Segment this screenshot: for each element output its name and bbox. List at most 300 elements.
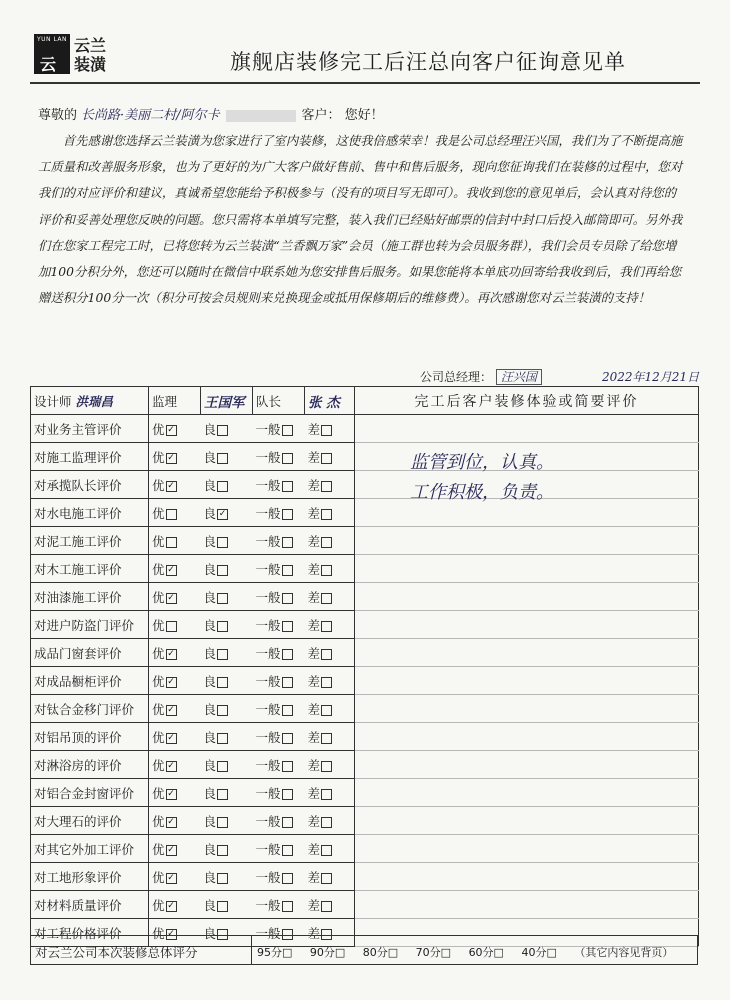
rating-option-label: 良 — [203, 477, 217, 493]
rating-option-cell — [253, 443, 305, 471]
evaluation-item-label: 对工程价格评价 — [31, 919, 149, 947]
rating-option-cell — [149, 807, 201, 835]
rating-option-label: 差 — [307, 813, 321, 829]
comment-cell — [355, 891, 699, 919]
comment-cell — [355, 611, 699, 639]
rating-option-label: 优 — [152, 869, 165, 885]
rating-option-cell — [201, 639, 253, 667]
rating-option-label: 一般 — [255, 645, 281, 661]
rating-option-label: 良 — [203, 785, 217, 801]
rating-option-cell — [201, 527, 253, 555]
rating-option-label: 一般 — [255, 449, 281, 465]
rating-option-label: 一般 — [255, 617, 281, 633]
rating-checkbox[interactable] — [321, 761, 332, 772]
rating-option-label: 良 — [203, 589, 217, 605]
rating-option-label: 差 — [307, 533, 321, 549]
rating-option-cell — [149, 779, 201, 807]
evaluation-row — [31, 639, 699, 667]
comment-cell — [355, 723, 699, 751]
rating-option-cell — [305, 611, 355, 639]
evaluation-item-label: 对进户防盗门评价 — [31, 611, 149, 639]
rating-checkbox[interactable] — [282, 593, 293, 604]
rating-checkbox[interactable]: ✓ — [167, 844, 175, 855]
rating-checkbox[interactable] — [217, 425, 228, 436]
rating-option-label: 良 — [203, 813, 217, 829]
greeting-prefix: 尊敬的 — [38, 108, 78, 123]
rating-checkbox[interactable] — [282, 845, 293, 856]
comment-cell — [355, 583, 699, 611]
rating-option-cell — [305, 527, 355, 555]
evaluation-row — [31, 667, 699, 695]
rating-option-cell — [253, 835, 305, 863]
rating-checkbox[interactable] — [321, 705, 332, 716]
rating-option-label: 一般 — [255, 841, 281, 857]
rating-checkbox[interactable] — [217, 677, 228, 688]
rating-option-label: 优 — [152, 701, 165, 717]
rating-checkbox[interactable] — [217, 705, 228, 716]
rating-checkbox[interactable] — [217, 621, 228, 632]
rating-checkbox[interactable]: ✓ — [167, 704, 175, 715]
manager-signature — [420, 368, 542, 385]
rating-checkbox[interactable]: ✓ — [167, 760, 175, 771]
rating-option-cell — [201, 471, 253, 499]
rating-checkbox[interactable]: ✓ — [167, 676, 175, 687]
rating-checkbox[interactable] — [166, 621, 177, 632]
rating-option-label: 优 — [152, 729, 165, 745]
evaluation-item-label: 对铝吊顶的评价 — [31, 723, 149, 751]
rating-checkbox[interactable] — [282, 621, 293, 632]
rating-checkbox[interactable] — [282, 705, 293, 716]
rating-option-label: 良 — [203, 869, 217, 885]
rating-option-label: 一般 — [255, 505, 281, 521]
greeting-suffix: 客户： 您好！ — [301, 108, 384, 123]
rating-option-cell — [253, 667, 305, 695]
rating-checkbox[interactable] — [321, 621, 332, 632]
rating-option-label: 优 — [152, 785, 165, 801]
rating-option-cell — [253, 639, 305, 667]
rating-option-label: 良 — [203, 729, 217, 745]
rating-checkbox[interactable]: ✓ — [167, 592, 175, 603]
rating-option-label: 良 — [203, 757, 217, 773]
leader-name: 张 杰 — [305, 387, 355, 415]
rating-option-label: 良 — [203, 617, 217, 633]
rating-option-label: 差 — [307, 785, 321, 801]
evaluation-item-label: 对工地形象评价 — [31, 863, 149, 891]
rating-option-label: 差 — [307, 449, 321, 465]
header-divider — [30, 82, 700, 84]
rating-option-cell — [305, 639, 355, 667]
rating-option-cell — [305, 695, 355, 723]
comment-cell — [355, 835, 699, 863]
rating-checkbox[interactable] — [282, 817, 293, 828]
customer-address: 长尚路·美丽二村/阿尔卡 — [81, 108, 220, 123]
rating-option-cell — [201, 611, 253, 639]
rating-option-cell — [149, 723, 201, 751]
evaluation-item-label: 对泥工施工评价 — [31, 527, 149, 555]
rating-option-cell — [305, 807, 355, 835]
rating-checkbox[interactable]: ✓ — [167, 872, 175, 883]
rating-option-cell — [149, 863, 201, 891]
rating-checkbox[interactable] — [321, 817, 332, 828]
evaluation-item-label: 对材料质量评价 — [31, 891, 149, 919]
signature-name: 汪兴国 — [496, 369, 542, 385]
rating-option-label: 优 — [152, 897, 165, 913]
rating-checkbox[interactable] — [217, 873, 228, 884]
evaluation-row — [31, 695, 699, 723]
evaluation-item-label: 成品门窗套评价 — [31, 639, 149, 667]
rating-option-label: 差 — [307, 925, 321, 941]
evaluation-item-label: 对大理石的评价 — [31, 807, 149, 835]
rating-checkbox[interactable] — [217, 761, 228, 772]
leader-label-cell — [253, 387, 305, 415]
rating-checkbox[interactable] — [282, 649, 293, 660]
rating-option-cell — [201, 891, 253, 919]
rating-checkbox[interactable] — [217, 453, 228, 464]
rating-option-label: 优 — [152, 673, 165, 689]
rating-checkbox[interactable] — [282, 425, 293, 436]
rating-checkbox[interactable] — [166, 509, 177, 520]
rating-option-label: 一般 — [255, 869, 281, 885]
rating-checkbox[interactable] — [282, 565, 293, 576]
rating-option-label: 一般 — [255, 421, 281, 437]
rating-checkbox[interactable] — [321, 649, 332, 660]
evaluation-row — [31, 835, 699, 863]
evaluation-row — [31, 779, 699, 807]
rating-option-label: 一般 — [255, 785, 281, 801]
rating-option-cell — [253, 723, 305, 751]
rating-checkbox[interactable]: ✓ — [167, 424, 175, 435]
supervisor-label: 监理 — [152, 393, 178, 409]
rating-option-label: 优 — [152, 645, 165, 661]
rating-option-label: 良 — [203, 421, 217, 437]
rating-checkbox[interactable] — [282, 453, 293, 464]
comment-cell — [355, 863, 699, 891]
comment-cell — [355, 639, 699, 667]
rating-option-cell — [149, 527, 201, 555]
rating-option-label: 差 — [307, 673, 321, 689]
rating-option-cell — [305, 415, 355, 443]
rating-option-cell — [149, 555, 201, 583]
rating-checkbox[interactable] — [217, 789, 228, 800]
yunlan-logo — [34, 34, 130, 74]
evaluation-item-label: 对业务主管评价 — [31, 415, 149, 443]
rating-checkbox[interactable] — [321, 789, 332, 800]
rating-option-label: 一般 — [255, 561, 281, 577]
rating-checkbox[interactable] — [321, 453, 332, 464]
rating-checkbox[interactable]: ✓ — [167, 452, 175, 463]
rating-checkbox[interactable] — [217, 565, 228, 576]
evaluation-row — [31, 723, 699, 751]
supervisor-label-cell — [149, 387, 201, 415]
rating-checkbox[interactable] — [282, 733, 293, 744]
rating-option-cell — [201, 555, 253, 583]
document-title: 旗舰店装修完工后汪总向客户征询意见单 — [230, 50, 626, 74]
rating-checkbox[interactable] — [321, 733, 332, 744]
rating-option-cell — [201, 863, 253, 891]
rating-option-label: 良 — [203, 449, 217, 465]
rating-option-cell — [149, 639, 201, 667]
rating-option-cell — [201, 835, 253, 863]
score-note: （其它内容见背页） — [574, 946, 674, 959]
score-option[interactable]: 60分□ — [468, 946, 504, 959]
evaluation-row — [31, 863, 699, 891]
rating-checkbox[interactable] — [282, 509, 293, 520]
evaluation-row — [31, 751, 699, 779]
rating-option-cell — [149, 499, 201, 527]
rating-option-label: 一般 — [255, 813, 281, 829]
team-row — [31, 387, 699, 415]
rating-checkbox[interactable] — [321, 845, 332, 856]
score-options — [257, 944, 687, 960]
rating-option-cell — [305, 891, 355, 919]
rating-option-label: 优 — [152, 925, 165, 941]
rating-option-label: 一般 — [255, 925, 281, 941]
rating-checkbox[interactable] — [321, 509, 332, 520]
rating-option-cell — [149, 583, 201, 611]
rating-option-cell — [253, 527, 305, 555]
rating-option-cell — [201, 695, 253, 723]
evaluation-row — [31, 891, 699, 919]
rating-option-cell — [253, 415, 305, 443]
rating-option-label: 一般 — [255, 533, 281, 549]
designer-cell — [31, 387, 149, 415]
evaluation-row — [31, 555, 699, 583]
rating-checkbox[interactable] — [217, 593, 228, 604]
rating-option-label: 一般 — [255, 701, 281, 717]
rating-option-label: 优 — [152, 533, 165, 549]
overall-score-label: 对云兰公司本次装修总体评分 — [35, 945, 198, 960]
evaluation-item-label: 对水电施工评价 — [31, 499, 149, 527]
evaluation-item-label: 对施工监理评价 — [31, 443, 149, 471]
comment-line-1: 监管到位，认真。 — [410, 452, 554, 473]
rating-checkbox[interactable] — [217, 845, 228, 856]
rating-checkbox[interactable]: ✓ — [167, 788, 175, 799]
rating-option-cell — [253, 807, 305, 835]
score-option[interactable]: 70分□ — [415, 946, 452, 959]
rating-option-label: 差 — [307, 897, 321, 913]
rating-option-cell — [253, 583, 305, 611]
signature-label: 公司总经理： — [420, 370, 493, 384]
evaluation-table — [30, 386, 699, 947]
evaluation-item-label: 对木工施工评价 — [31, 555, 149, 583]
rating-option-cell — [305, 751, 355, 779]
rating-option-label: 良 — [203, 645, 217, 661]
redacted-block — [226, 110, 296, 122]
rating-checkbox[interactable] — [282, 481, 293, 492]
rating-checkbox[interactable] — [282, 677, 293, 688]
overall-score-row — [30, 935, 698, 965]
rating-option-cell — [149, 611, 201, 639]
rating-checkbox[interactable]: ✓ — [167, 732, 175, 743]
rating-option-label: 差 — [307, 561, 321, 577]
rating-checkbox[interactable] — [321, 873, 332, 884]
rating-option-cell — [253, 555, 305, 583]
rating-option-cell — [305, 723, 355, 751]
rating-option-cell — [149, 891, 201, 919]
rating-checkbox[interactable] — [282, 901, 293, 912]
rating-checkbox[interactable]: ✓ — [218, 508, 227, 519]
rating-option-cell — [201, 667, 253, 695]
rating-checkbox[interactable] — [217, 733, 228, 744]
score-option[interactable]: 40分□ — [521, 946, 557, 959]
rating-option-cell — [253, 891, 305, 919]
score-option[interactable]: 95分□ — [257, 946, 293, 959]
rating-checkbox[interactable] — [217, 537, 228, 548]
rating-option-cell — [149, 667, 201, 695]
rating-checkbox[interactable] — [217, 649, 228, 660]
rating-option-label: 优 — [152, 561, 165, 577]
rating-option-cell — [201, 443, 253, 471]
rating-option-label: 优 — [152, 505, 165, 521]
evaluation-row — [31, 527, 699, 555]
leader-label: 队长 — [256, 393, 282, 409]
logo-cn-text: 云兰装潢 — [74, 36, 107, 74]
rating-option-cell — [149, 415, 201, 443]
rating-checkbox[interactable] — [321, 593, 332, 604]
rating-option-label: 一般 — [255, 729, 281, 745]
rating-checkbox[interactable] — [217, 481, 228, 492]
evaluation-row — [31, 471, 699, 499]
rating-option-label: 良 — [203, 841, 217, 857]
rating-option-cell — [253, 695, 305, 723]
comment-cell — [355, 555, 699, 583]
logo-glyph: 云 — [40, 55, 57, 74]
rating-option-label: 良 — [203, 561, 217, 577]
rating-option-label: 差 — [307, 701, 321, 717]
rating-option-label: 差 — [307, 645, 321, 661]
comment-line-2: 工作积极，负责。 — [410, 482, 554, 503]
evaluation-item-label: 对铝合金封窗评价 — [31, 779, 149, 807]
evaluation-item-label: 对淋浴房的评价 — [31, 751, 149, 779]
comment-header: 完工后客户装修体验或简要评价 — [355, 387, 699, 415]
rating-option-label: 一般 — [255, 673, 281, 689]
comment-cell — [355, 527, 699, 555]
rating-option-cell — [253, 499, 305, 527]
evaluation-row — [31, 415, 699, 443]
rating-option-cell — [149, 835, 201, 863]
rating-checkbox[interactable] — [166, 537, 177, 548]
rating-option-label: 差 — [307, 589, 321, 605]
evaluation-row — [31, 583, 699, 611]
score-option[interactable]: 90分□ — [309, 946, 346, 959]
rating-checkbox[interactable] — [282, 761, 293, 772]
rating-option-cell — [201, 499, 253, 527]
rating-option-label: 一般 — [255, 897, 281, 913]
letter-paragraph: 首先感谢您选择云兰装潢为您家进行了室内装修，这使我倍感荣幸！我是公司总经理汪兴国，我们为了不断提高施工质量和改善服务形象，也为了更好的为广大客户做好售前、售中和售后服务，现向您征询我们在装修的过程中，您对我们的对应评价和建议，真诚希望您能给予积极参与（没有的项目写无即可）。我收到您的意见单后，会认真对待您的评价和妥善处理您反映的问题。您只需将本单填写完整，装入我们已经贴好邮票的信封中封口后投入邮筒即可。另外我们在您家工程完工时，已将您转为云兰装潢“兰香飘万家”会员（施工群也转为会员服务群），我们会员专员除了给您增加100分积分外，您还可以随时在微信中联系她为您安排售后服务。如果您能将本单底功回寄给我收到后，我们再给您赠送积分100分一次（积分可按会员规则来兑换现金或抵用保修期后的维修费）。再次感谢您对云兰装潢的支持！ — [38, 133, 683, 306]
rating-option-cell — [305, 499, 355, 527]
designer-name: 洪瑞昌 — [75, 393, 114, 409]
rating-option-cell — [201, 583, 253, 611]
evaluation-item-label: 对油漆施工评价 — [31, 583, 149, 611]
score-option[interactable]: 80分□ — [362, 946, 399, 959]
evaluation-row — [31, 443, 699, 471]
rating-checkbox[interactable] — [321, 565, 332, 576]
rating-option-cell — [253, 863, 305, 891]
sign-date: 2022年12月21日 — [602, 370, 700, 384]
rating-option-label: 差 — [307, 869, 321, 885]
rating-checkbox[interactable] — [321, 537, 332, 548]
rating-option-label: 优 — [152, 841, 165, 857]
evaluation-row — [31, 807, 699, 835]
rating-option-label: 一般 — [255, 757, 281, 773]
evaluation-item-label: 对其它外加工评价 — [31, 835, 149, 863]
rating-option-label: 优 — [152, 421, 165, 437]
rating-option-cell — [149, 695, 201, 723]
rating-option-label: 差 — [307, 841, 321, 857]
rating-checkbox[interactable] — [321, 481, 332, 492]
rating-option-label: 良 — [203, 701, 217, 717]
rating-checkbox[interactable]: ✓ — [167, 928, 175, 939]
logo-en-text: YUN LAN — [37, 36, 68, 43]
logo-mark — [34, 34, 70, 74]
score-divider — [251, 936, 252, 964]
rating-option-cell — [253, 611, 305, 639]
evaluation-row — [31, 499, 699, 527]
rating-checkbox[interactable] — [282, 873, 293, 884]
rating-option-cell — [305, 835, 355, 863]
rating-option-label: 良 — [203, 505, 217, 521]
rating-option-label: 一般 — [255, 477, 281, 493]
rating-option-label: 差 — [307, 757, 321, 773]
comment-cell — [355, 667, 699, 695]
rating-option-cell — [201, 415, 253, 443]
rating-checkbox[interactable]: ✓ — [167, 480, 175, 491]
evaluation-row — [31, 611, 699, 639]
rating-option-cell — [201, 723, 253, 751]
rating-option-cell — [201, 751, 253, 779]
rating-checkbox[interactable] — [321, 901, 332, 912]
rating-option-cell — [305, 471, 355, 499]
rating-checkbox[interactable] — [282, 537, 293, 548]
supervisor-name: 王国军 — [201, 387, 253, 415]
rating-option-cell — [305, 779, 355, 807]
rating-checkbox[interactable] — [282, 789, 293, 800]
designer-label: 设计师 — [34, 393, 72, 409]
rating-option-label: 优 — [152, 589, 165, 605]
letter-body — [38, 128, 688, 311]
rating-checkbox[interactable]: ✓ — [167, 648, 175, 659]
document-header — [30, 28, 700, 80]
rating-option-cell — [305, 583, 355, 611]
rating-option-label: 优 — [152, 617, 165, 633]
rating-option-cell — [253, 471, 305, 499]
rating-option-cell — [149, 471, 201, 499]
rating-option-label: 差 — [307, 421, 321, 437]
rating-checkbox[interactable] — [321, 425, 332, 436]
comment-cell — [355, 779, 699, 807]
rating-option-cell — [305, 443, 355, 471]
rating-option-cell — [305, 667, 355, 695]
rating-option-label: 差 — [307, 729, 321, 745]
rating-option-label: 差 — [307, 477, 321, 493]
rating-checkbox[interactable] — [321, 677, 332, 688]
rating-option-cell — [149, 751, 201, 779]
rating-checkbox[interactable]: ✓ — [167, 816, 175, 827]
rating-option-label: 良 — [203, 673, 217, 689]
greeting-line — [38, 104, 384, 123]
rating-option-cell — [305, 863, 355, 891]
rating-checkbox[interactable] — [217, 901, 228, 912]
rating-option-label: 优 — [152, 477, 165, 493]
rating-checkbox[interactable] — [217, 817, 228, 828]
comment-cell — [355, 751, 699, 779]
rating-checkbox[interactable]: ✓ — [167, 900, 175, 911]
rating-option-label: 一般 — [255, 589, 281, 605]
rating-option-label: 良 — [203, 897, 217, 913]
rating-option-cell — [253, 751, 305, 779]
rating-checkbox[interactable]: ✓ — [167, 564, 175, 575]
rating-option-cell — [305, 555, 355, 583]
